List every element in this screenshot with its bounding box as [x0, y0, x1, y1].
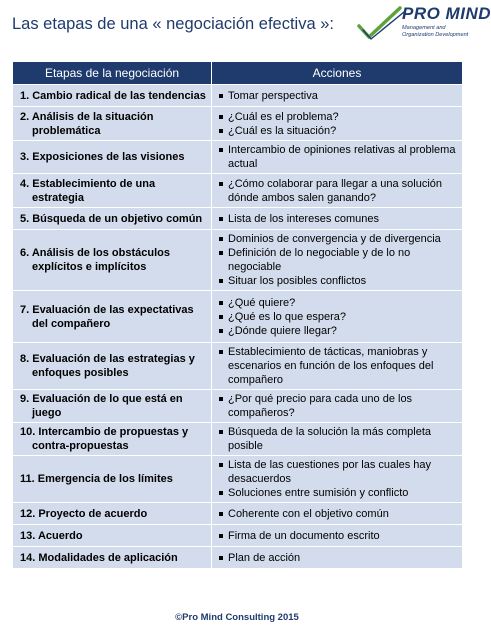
table-row	[13, 390, 463, 423]
action-item: Plan de acción	[218, 551, 458, 565]
actions-cell	[212, 291, 463, 343]
table-row	[13, 208, 463, 230]
stage-cell	[13, 343, 212, 390]
stage-label: 6. Análisis de los obstáculos explícitos e implícitos	[20, 247, 170, 273]
table-row	[13, 525, 463, 547]
action-item: Definición de lo negociable y de lo no negociable	[218, 246, 458, 274]
action-item: Firma de un documento escrito	[218, 529, 458, 543]
actions-list	[218, 212, 458, 226]
actions-list	[218, 110, 458, 138]
action-item: ¿Cuál es la situación?	[218, 124, 458, 138]
stage-label: 11. Emergencia de los límites	[20, 473, 173, 485]
stage-label: 14. Modalidades de aplicación	[20, 551, 178, 564]
stage-cell	[13, 547, 212, 569]
action-item: Coherente con el objetivo común	[218, 507, 458, 521]
actions-cell	[212, 423, 463, 456]
table-header-row	[13, 62, 463, 85]
stage-cell	[13, 107, 212, 141]
stage-label: 12. Proyecto de acuerdo	[20, 507, 148, 520]
action-item: Tomar perspectiva	[218, 89, 458, 103]
actions-cell	[212, 174, 463, 208]
stage-label: 5. Búsqueda de un objetivo común	[20, 212, 203, 225]
column-header-stages: Etapas de la negociación	[13, 62, 212, 85]
action-item: Intercambio de opiniones relativas al problema actual	[218, 143, 458, 171]
action-item: Situar los posibles conflictos	[218, 274, 458, 288]
action-item: ¿Cuál es el problema?	[218, 110, 458, 124]
stage-cell	[13, 423, 212, 456]
stage-label: 9. Evaluación de lo que está en juego	[20, 393, 183, 419]
action-item: Dominios de convergencia y de divergencia	[218, 232, 458, 246]
table-row	[13, 503, 463, 525]
negotiation-stages-table	[12, 61, 463, 569]
actions-cell	[212, 208, 463, 230]
stage-cell	[13, 390, 212, 423]
stage-cell	[13, 141, 212, 174]
stage-label: 10. Intercambio de propuestas y contra-propuestas	[20, 426, 189, 452]
stage-cell	[13, 291, 212, 343]
action-item: Establecimiento de tácticas, maniobras y escenarios en función de los enfoques del compañero	[218, 345, 458, 387]
page-title: Las etapas de una « negociación efectiva »:	[12, 15, 334, 33]
logo-tagline-2: Organization Development	[402, 32, 469, 38]
stage-label: 8. Evaluación de las estrategias y enfoques posibles	[20, 353, 195, 379]
actions-cell	[212, 390, 463, 423]
table-body	[13, 85, 463, 569]
actions-list	[218, 345, 458, 387]
action-item: ¿Cómo colaborar para llegar a una solución dónde ambos salen ganando?	[218, 177, 458, 205]
table-row	[13, 456, 463, 503]
promind-logo	[356, 4, 491, 44]
stage-cell	[13, 208, 212, 230]
actions-cell	[212, 230, 463, 291]
actions-list	[218, 507, 458, 521]
stage-cell	[13, 503, 212, 525]
action-item: ¿Dónde quiere llegar?	[218, 324, 458, 338]
action-item: Lista de las cuestiones por las cuales hay desacuerdos	[218, 458, 458, 486]
table-row	[13, 291, 463, 343]
action-item: Soluciones entre sumisión y conflicto	[218, 486, 458, 500]
actions-list	[218, 458, 458, 500]
slide-header	[0, 0, 491, 56]
table-row	[13, 547, 463, 569]
table-row	[13, 107, 463, 141]
logo-wordmark: PRO MIND	[402, 4, 491, 23]
footer-copyright: ©Pro Mind Consulting 2015	[175, 612, 299, 623]
logo-tagline-1: Management and	[402, 25, 446, 31]
actions-cell	[212, 525, 463, 547]
stage-cell	[13, 85, 212, 107]
actions-list	[218, 296, 458, 338]
stage-cell	[13, 174, 212, 208]
actions-cell	[212, 141, 463, 174]
actions-list	[218, 551, 458, 565]
action-item: Lista de los intereses comunes	[218, 212, 458, 226]
stage-cell	[13, 525, 212, 547]
stage-label: 2. Análisis de la situación problemática	[20, 110, 154, 137]
stage-cell	[13, 456, 212, 503]
actions-cell	[212, 343, 463, 390]
actions-cell	[212, 547, 463, 569]
action-item: ¿Por qué precio para cada uno de los compañeros?	[218, 392, 458, 420]
stage-cell	[13, 230, 212, 291]
column-header-actions: Acciones	[212, 62, 463, 85]
table-row	[13, 174, 463, 208]
action-item: ¿Qué quiere?	[218, 296, 458, 310]
actions-list	[218, 425, 458, 453]
table-row	[13, 230, 463, 291]
stage-label: 7. Evaluación de las expectativas del compañero	[20, 303, 194, 330]
actions-cell	[212, 456, 463, 503]
stage-label: 1. Cambio radical de las tendencias	[20, 89, 206, 102]
promind-checkmark-logo	[356, 4, 408, 44]
actions-list	[218, 529, 458, 543]
actions-cell	[212, 503, 463, 525]
stage-label: 13. Acuerdo	[20, 529, 83, 542]
table-row	[13, 141, 463, 174]
stage-label: 3. Exposiciones de las visiones	[20, 151, 185, 163]
actions-list	[218, 392, 458, 420]
stage-label: 4. Establecimiento de una estrategia	[20, 177, 156, 204]
actions-list	[218, 89, 458, 103]
action-item: ¿Qué es lo que espera?	[218, 310, 458, 324]
table-row	[13, 343, 463, 390]
actions-list	[218, 143, 458, 171]
table-row	[13, 423, 463, 456]
table-row	[13, 85, 463, 107]
actions-cell	[212, 85, 463, 107]
action-item: Búsqueda de la solución la más completa posible	[218, 425, 458, 453]
actions-cell	[212, 107, 463, 141]
actions-list	[218, 177, 458, 205]
actions-list	[218, 232, 458, 288]
